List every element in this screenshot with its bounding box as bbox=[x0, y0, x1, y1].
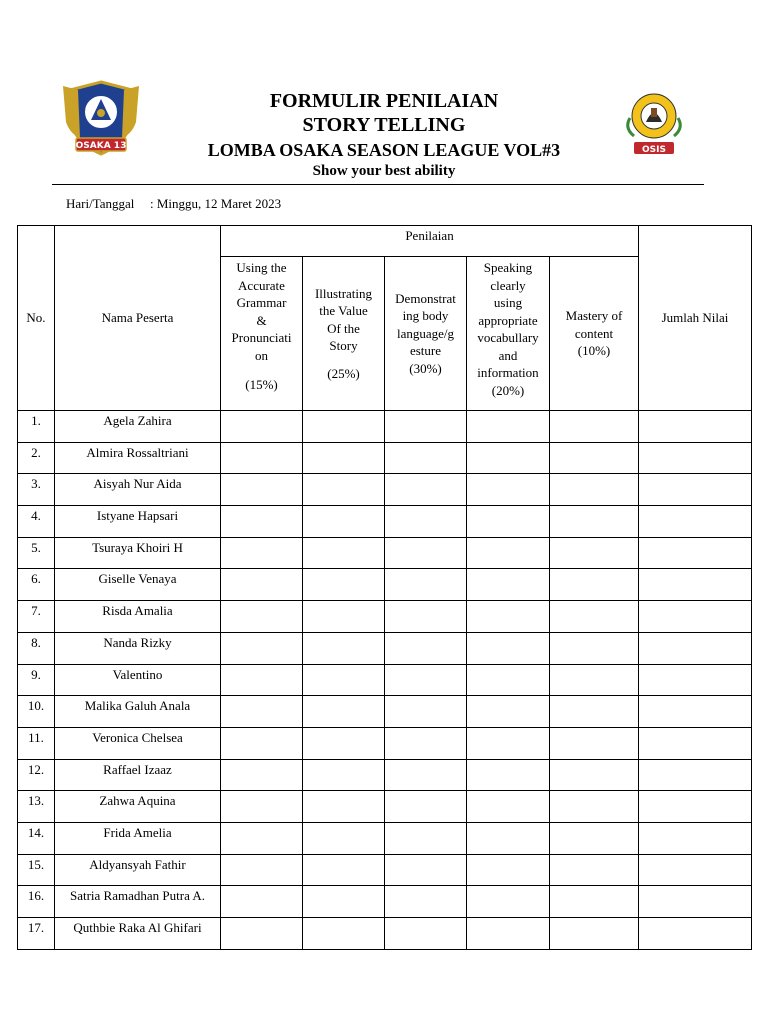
form-title: FORMULIR PENILAIAN bbox=[269, 90, 499, 112]
score-cell bbox=[303, 569, 385, 601]
criterion-text-line: Grammar bbox=[236, 295, 287, 310]
score-cell bbox=[385, 569, 467, 601]
criterion-text-line: Accurate bbox=[238, 277, 285, 293]
score-cell bbox=[550, 759, 639, 791]
criterion-text-line: and bbox=[498, 347, 518, 363]
table-row bbox=[18, 727, 752, 759]
score-cell bbox=[221, 601, 303, 633]
score-cell bbox=[550, 822, 639, 854]
row-number: 6. bbox=[18, 569, 55, 601]
col-header-total: Jumlah Nilai bbox=[639, 226, 752, 411]
participant-name: Giselle Venaya bbox=[55, 569, 221, 601]
table-row bbox=[18, 664, 752, 696]
total-score-cell bbox=[639, 886, 752, 918]
school-crest-logo bbox=[58, 76, 144, 160]
participant-name: Veronica Chelsea bbox=[55, 727, 221, 759]
score-cell bbox=[221, 918, 303, 950]
criterion-speaking-clearly bbox=[467, 257, 550, 411]
score-cell bbox=[221, 569, 303, 601]
table-header-row-1 bbox=[18, 226, 752, 257]
score-cell bbox=[303, 411, 385, 443]
criterion-mastery-content bbox=[550, 257, 639, 411]
col-header-no: No. bbox=[18, 226, 55, 411]
score-cell bbox=[467, 474, 550, 506]
col-header-penilaian: Penilaian bbox=[221, 226, 639, 257]
table-row bbox=[18, 601, 752, 633]
table-row bbox=[18, 411, 752, 443]
total-score-cell bbox=[639, 664, 752, 696]
total-score-cell bbox=[639, 759, 752, 791]
score-cell bbox=[385, 506, 467, 538]
total-score-cell bbox=[639, 632, 752, 664]
score-cell bbox=[550, 442, 639, 474]
row-number: 3. bbox=[18, 474, 55, 506]
score-cell bbox=[385, 474, 467, 506]
participant-name: Nanda Rizky bbox=[55, 632, 221, 664]
total-score-cell bbox=[639, 442, 752, 474]
criterion-text-line: vocabullary bbox=[477, 330, 539, 345]
criterion-text-line: information bbox=[477, 365, 539, 380]
table-row bbox=[18, 918, 752, 950]
score-cell bbox=[385, 442, 467, 474]
row-number: 16. bbox=[18, 886, 55, 918]
total-score-cell bbox=[639, 854, 752, 886]
criterion-text-line: appropriate bbox=[478, 312, 538, 328]
participant-name: Valentino bbox=[55, 664, 221, 696]
participant-name: Satria Ramadhan Putra A. bbox=[55, 886, 221, 918]
score-cell bbox=[303, 886, 385, 918]
score-cell bbox=[385, 664, 467, 696]
table-body bbox=[18, 411, 752, 950]
score-cell bbox=[550, 854, 639, 886]
participant-name: Risda Amalia bbox=[55, 601, 221, 633]
participant-name: Raffael Izaaz bbox=[55, 759, 221, 791]
score-cell bbox=[221, 506, 303, 538]
score-cell bbox=[467, 664, 550, 696]
score-cell bbox=[221, 791, 303, 823]
total-score-cell bbox=[639, 411, 752, 443]
row-number: 10. bbox=[18, 696, 55, 728]
score-cell bbox=[467, 569, 550, 601]
score-cell bbox=[303, 727, 385, 759]
svg-text:OSIS: OSIS bbox=[642, 145, 666, 155]
score-cell bbox=[385, 632, 467, 664]
criterion-body-language bbox=[385, 257, 467, 411]
row-number: 11. bbox=[18, 727, 55, 759]
score-cell bbox=[221, 696, 303, 728]
total-score-cell bbox=[639, 601, 752, 633]
participant-name: Zahwa Aquina bbox=[55, 791, 221, 823]
tagline: Show your best ability bbox=[312, 163, 456, 179]
criterion-weight: (20%) bbox=[491, 382, 525, 398]
score-cell bbox=[467, 918, 550, 950]
score-cell bbox=[467, 601, 550, 633]
score-cell bbox=[385, 696, 467, 728]
total-score-cell bbox=[639, 474, 752, 506]
osis-logo bbox=[618, 88, 690, 158]
criterion-text-line: Speaking bbox=[483, 260, 533, 275]
participant-name: Quthbie Raka Al Ghifari bbox=[55, 918, 221, 950]
table-row bbox=[18, 632, 752, 664]
table-row bbox=[18, 791, 752, 823]
criterion-text-line: content bbox=[574, 325, 614, 341]
score-cell bbox=[550, 506, 639, 538]
participant-name: Aisyah Nur Aida bbox=[55, 474, 221, 506]
participant-name: Tsuraya Khoiri H bbox=[55, 537, 221, 569]
participant-name: Agela Zahira bbox=[55, 411, 221, 443]
row-number: 9. bbox=[18, 664, 55, 696]
score-cell bbox=[221, 411, 303, 443]
score-cell bbox=[303, 664, 385, 696]
score-cell bbox=[467, 696, 550, 728]
criterion-text-line: Of the bbox=[327, 320, 360, 336]
criterion-text-line: language/g bbox=[396, 325, 455, 341]
criterion-weight: (25%) bbox=[327, 365, 360, 381]
score-cell bbox=[550, 569, 639, 601]
score-cell bbox=[385, 537, 467, 569]
criterion-text-line: the Value bbox=[319, 303, 368, 319]
score-cell bbox=[385, 601, 467, 633]
score-cell bbox=[467, 854, 550, 886]
criterion-text-line: Pronunciati bbox=[231, 330, 292, 345]
total-score-cell bbox=[639, 569, 752, 601]
score-cell bbox=[303, 506, 385, 538]
criterion-weight: (10%) bbox=[577, 343, 611, 359]
score-cell bbox=[221, 664, 303, 696]
score-cell bbox=[221, 854, 303, 886]
row-number: 15. bbox=[18, 854, 55, 886]
participant-name: Frida Amelia bbox=[55, 822, 221, 854]
row-number: 12. bbox=[18, 759, 55, 791]
participant-name: Almira Rossaltriani bbox=[55, 442, 221, 474]
score-cell bbox=[303, 918, 385, 950]
score-cell bbox=[550, 474, 639, 506]
score-cell bbox=[550, 791, 639, 823]
criterion-text-line: using bbox=[493, 295, 523, 310]
row-number: 8. bbox=[18, 632, 55, 664]
row-number: 4. bbox=[18, 506, 55, 538]
total-score-cell bbox=[639, 727, 752, 759]
score-cell bbox=[303, 632, 385, 664]
score-cell bbox=[303, 442, 385, 474]
score-cell bbox=[467, 442, 550, 474]
score-cell bbox=[303, 474, 385, 506]
score-cell bbox=[303, 822, 385, 854]
score-cell bbox=[467, 632, 550, 664]
criterion-text-line: Demonstrat bbox=[395, 290, 456, 306]
score-cell bbox=[221, 537, 303, 569]
criterion-weight: (15%) bbox=[245, 377, 278, 392]
criterion-text-line: Illustrating bbox=[314, 285, 373, 301]
score-cell bbox=[385, 727, 467, 759]
assessment-table bbox=[17, 225, 752, 950]
table-row bbox=[18, 822, 752, 854]
criterion-text-line: & bbox=[256, 312, 267, 328]
score-cell bbox=[385, 918, 467, 950]
score-cell bbox=[550, 632, 639, 664]
svg-text:OSAKA 13: OSAKA 13 bbox=[75, 141, 127, 151]
score-cell bbox=[303, 601, 385, 633]
row-number: 5. bbox=[18, 537, 55, 569]
score-cell bbox=[467, 791, 550, 823]
table-row bbox=[18, 474, 752, 506]
criterion-text-line: esture bbox=[409, 343, 442, 359]
score-cell bbox=[550, 696, 639, 728]
row-number: 2. bbox=[18, 442, 55, 474]
score-cell bbox=[550, 664, 639, 696]
table-row bbox=[18, 442, 752, 474]
score-cell bbox=[385, 822, 467, 854]
criterion-weight: (30%) bbox=[409, 360, 442, 376]
score-cell bbox=[221, 822, 303, 854]
criterion-text-line: ing body bbox=[402, 308, 449, 324]
criterion-text-line: Using the bbox=[236, 260, 287, 275]
participant-name: Malika Galuh Anala bbox=[55, 696, 221, 728]
date-label: Hari/Tanggal bbox=[66, 196, 135, 211]
score-cell bbox=[467, 822, 550, 854]
score-cell bbox=[467, 411, 550, 443]
total-score-cell bbox=[639, 506, 752, 538]
total-score-cell bbox=[639, 791, 752, 823]
score-cell bbox=[467, 727, 550, 759]
row-number: 17. bbox=[18, 918, 55, 950]
score-cell bbox=[221, 759, 303, 791]
criterion-text-line: Story bbox=[329, 338, 358, 354]
score-cell bbox=[550, 601, 639, 633]
score-cell bbox=[303, 759, 385, 791]
total-score-cell bbox=[639, 918, 752, 950]
score-cell bbox=[303, 537, 385, 569]
title-block bbox=[150, 89, 618, 180]
form-header bbox=[0, 0, 768, 211]
score-cell bbox=[550, 918, 639, 950]
event-name: LOMBA OSAKA SEASON LEAGUE VOL#3 bbox=[207, 140, 561, 160]
score-cell bbox=[467, 759, 550, 791]
score-cell bbox=[385, 854, 467, 886]
score-cell bbox=[221, 442, 303, 474]
form-subtitle: STORY TELLING bbox=[302, 114, 466, 136]
score-cell bbox=[385, 411, 467, 443]
score-cell bbox=[467, 506, 550, 538]
score-cell bbox=[550, 537, 639, 569]
score-cell bbox=[385, 886, 467, 918]
participant-name: Aldyansyah Fathir bbox=[55, 854, 221, 886]
date-value: : Minggu, 12 Maret 2023 bbox=[150, 196, 282, 211]
criterion-illustrating-value bbox=[303, 257, 385, 411]
table-row bbox=[18, 569, 752, 601]
score-cell bbox=[221, 474, 303, 506]
row-number: 14. bbox=[18, 822, 55, 854]
criterion-text-line: on bbox=[255, 347, 268, 363]
table-row bbox=[18, 886, 752, 918]
score-cell bbox=[221, 886, 303, 918]
participant-name: Istyane Hapsari bbox=[55, 506, 221, 538]
score-cell bbox=[467, 537, 550, 569]
score-cell bbox=[550, 886, 639, 918]
total-score-cell bbox=[639, 537, 752, 569]
score-cell bbox=[303, 791, 385, 823]
score-cell bbox=[385, 791, 467, 823]
score-cell bbox=[385, 759, 467, 791]
date-line bbox=[66, 196, 281, 212]
table-row bbox=[18, 506, 752, 538]
header-divider bbox=[52, 184, 704, 185]
table-row bbox=[18, 696, 752, 728]
table-row bbox=[18, 759, 752, 791]
score-cell bbox=[550, 727, 639, 759]
table-row bbox=[18, 854, 752, 886]
score-cell bbox=[303, 696, 385, 728]
score-cell bbox=[467, 886, 550, 918]
score-cell bbox=[221, 632, 303, 664]
total-score-cell bbox=[639, 822, 752, 854]
col-header-name: Nama Peserta bbox=[55, 226, 221, 411]
score-cell bbox=[303, 854, 385, 886]
criterion-grammar-pronunciation bbox=[221, 257, 303, 411]
criterion-text-line: Mastery of bbox=[565, 308, 623, 324]
table-row bbox=[18, 537, 752, 569]
criterion-text-line: clearly bbox=[490, 277, 526, 293]
row-number: 7. bbox=[18, 601, 55, 633]
row-number: 1. bbox=[18, 411, 55, 443]
total-score-cell bbox=[639, 696, 752, 728]
row-number: 13. bbox=[18, 791, 55, 823]
score-cell bbox=[550, 411, 639, 443]
score-cell bbox=[221, 727, 303, 759]
